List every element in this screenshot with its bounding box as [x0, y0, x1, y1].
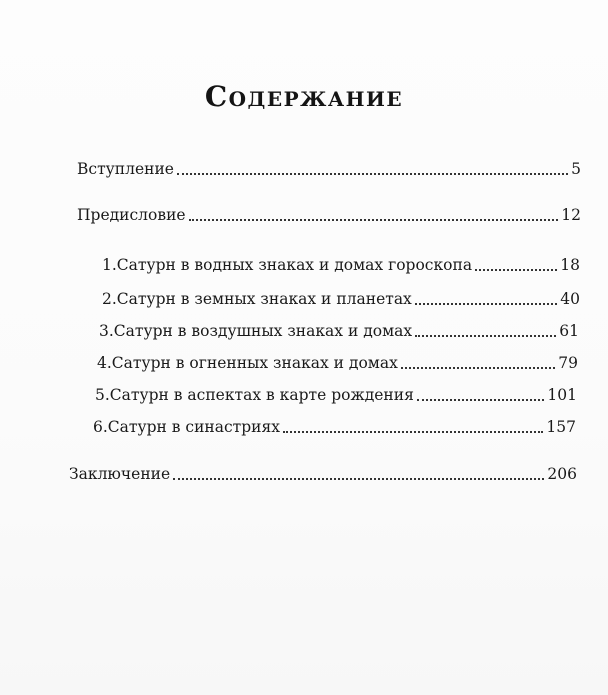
- toc-entry-chapter-1: [102, 256, 580, 274]
- toc-entry-page: 79: [558, 354, 578, 372]
- toc-entry-page: 206: [547, 465, 577, 483]
- toc-leader-dots: [415, 303, 557, 305]
- toc-entry-label: Предисловие: [77, 206, 186, 224]
- toc-leader-dots: [417, 399, 545, 401]
- toc-entry-preface: [77, 206, 581, 224]
- toc-leader-dots: [177, 173, 568, 175]
- toc-entry-introduction: [77, 160, 581, 178]
- toc-entry-label: 2.Сатурн в земных знаках и планетах: [102, 290, 412, 308]
- toc-entry-page: 18: [560, 256, 580, 274]
- toc-leader-dots: [173, 478, 544, 480]
- toc-leader-dots: [415, 335, 556, 337]
- toc-entry-label: Вступление: [77, 160, 174, 178]
- toc-entry-page: 157: [546, 418, 576, 436]
- toc-entry-page: 5: [571, 160, 581, 178]
- toc-entry-page: 12: [561, 206, 581, 224]
- toc-entry-label: Заключение: [69, 465, 171, 483]
- toc-entry-chapter-3: [99, 322, 579, 340]
- toc-entry-page: 101: [547, 386, 577, 404]
- toc-entry-label: 1.Сатурн в водных знаках и домах гороскопа: [102, 256, 473, 274]
- toc-entry-chapter-4: [97, 354, 578, 372]
- toc-leader-dots: [401, 367, 555, 369]
- toc-entry-conclusion: [69, 465, 577, 483]
- toc-leader-dots: [475, 269, 557, 271]
- toc-entry-page: 40: [560, 290, 580, 308]
- toc-leader-dots: [283, 431, 543, 433]
- toc-entry-chapter-5: [95, 386, 577, 404]
- toc-entry-chapter-6: [93, 418, 576, 436]
- page-title: Содержание: [204, 80, 404, 113]
- toc-entry-chapter-2: [102, 290, 580, 308]
- toc-leader-dots: [189, 219, 559, 221]
- toc-entry-label: 4.Сатурн в огненных знаках и домах: [97, 354, 398, 372]
- toc-entry-page: 61: [559, 322, 579, 340]
- toc-entry-label: 6.Сатурн в синастриях: [93, 418, 281, 436]
- toc-entry-label: 5.Сатурн в аспектах в карте рождения: [95, 386, 414, 404]
- toc-entry-label: 3.Сатурн в воздушных знаках и домах: [99, 322, 413, 340]
